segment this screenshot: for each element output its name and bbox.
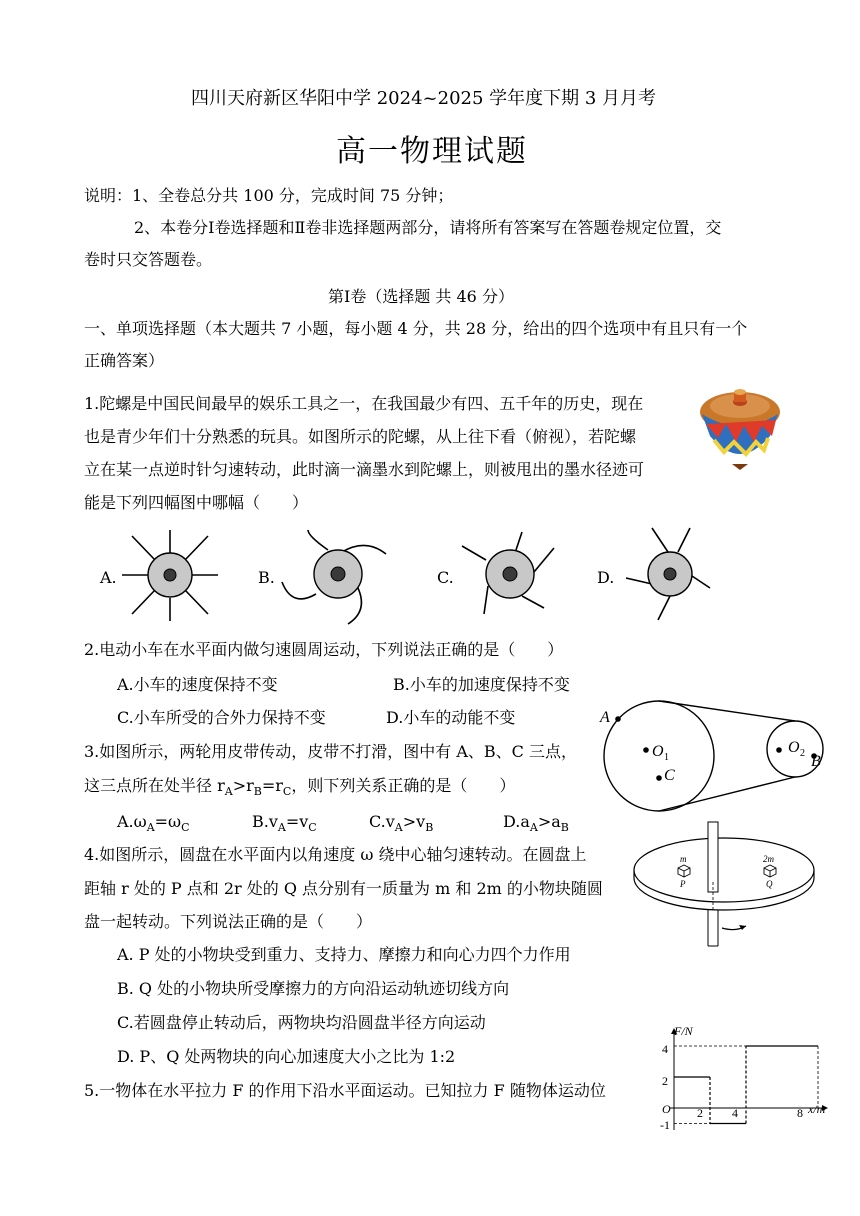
point-b-label: B xyxy=(811,753,821,770)
x-tick-8: 8 xyxy=(797,1106,803,1120)
q1-line-2: 也是青少年们十分熟悉的玩具。如图所示的陀螺，从上往下看（俯视），若陀螺 xyxy=(84,427,637,446)
q1-option-b-label: B. xyxy=(258,568,275,587)
o2-subscript: 2 xyxy=(800,748,805,759)
q2-option-b: B.小车的加速度保持不变 xyxy=(393,675,570,694)
point-c-label: C xyxy=(664,767,675,784)
q3-line-2: 这三点所在处半径 $r_A>r_B=r_C$，则下列关系正确的是（ ） xyxy=(84,776,516,799)
belt-drive-figure xyxy=(596,700,832,820)
spinning-top-image xyxy=(696,380,786,472)
graph-axes xyxy=(670,1028,828,1130)
q4-option-c: C.若圆盘停止转动后，两物块均沿圆盘半径方向运动 xyxy=(117,1013,486,1032)
q1-option-d-label: D. xyxy=(597,568,615,587)
q3-line-2-text: 这三点所在处半径 r xyxy=(84,776,225,795)
point-p-label: P xyxy=(680,879,686,889)
q1-option-a-figure xyxy=(120,528,220,623)
mass-m-label: m xyxy=(680,854,687,864)
note-1: 说明：1、全卷总分共 100 分，完成时间 75 分钟； xyxy=(84,186,454,205)
y-tick-2: 2 xyxy=(662,1074,668,1088)
q3-option-d: $D.a_A>a_B$ xyxy=(503,812,569,835)
rotating-disk-figure xyxy=(630,818,818,954)
q3-option-a: $A.\omega_A=\omega_C$ xyxy=(117,812,190,835)
q1-option-a-label: A. xyxy=(100,568,117,587)
q1-option-c-figure xyxy=(456,530,560,618)
school-header: 四川天府新区华阳中学 2024~2025 学年度下期 3 月月考 xyxy=(191,88,657,109)
y-tick-neg1: -1 xyxy=(660,1118,670,1132)
note-2: 2、本卷分Ⅰ卷选择题和Ⅱ卷非选择题两部分，请将所有答案写在答题卷规定位置，交 xyxy=(134,218,722,237)
q2-stem: 2.电动小车在水平面内做匀速圆周运动，下列说法正确的是（ ） xyxy=(84,640,564,659)
q4-line-1: 4.如图所示，圆盘在水平面内以角速度 ω 绕中心轴匀速转动。在圆盘上 xyxy=(84,845,587,864)
q1-line-1: 1.陀螺是中国民间最早的娱乐工具之一，在我国最少有四、五千年的历史，现在 xyxy=(84,394,644,413)
q2-option-c: C.小车所受的合外力保持不变 xyxy=(117,708,326,727)
o1-subscript: 1 xyxy=(664,752,669,763)
q4-line-3: 盘一起转动。下列说法正确的是（ ） xyxy=(84,912,373,931)
q2-option-a: A.小车的速度保持不变 xyxy=(117,675,278,694)
point-q-label: Q xyxy=(766,879,773,889)
origin-label: O xyxy=(662,1102,671,1116)
q1-option-b-figure xyxy=(278,528,390,626)
point-a-label: A xyxy=(600,709,610,726)
o1-label: O xyxy=(652,743,664,760)
page-title: 高一物理试题 xyxy=(336,134,528,169)
q3-option-b: $B.v_A=v_C$ xyxy=(252,812,317,835)
q4-line-2: 距轴 r 处的 P 点和 2r 处的 Q 点分别有一质量为 m 和 2m 的小物块随圆 xyxy=(84,879,603,898)
q4-option-d: D. P、Q 处两物块的向心加速度大小之比为 1:2 xyxy=(117,1047,456,1066)
q3-line-2-tail: ，则下列关系正确的是（ ） xyxy=(291,776,516,795)
y-axis-label: F/N xyxy=(674,1024,693,1038)
q1-option-d-figure xyxy=(618,526,718,622)
q3-line-1: 3.如图所示，两轮用皮带传动，皮带不打滑，图中有 A、B、C 三点， xyxy=(84,742,577,761)
x-axis-label: x/m xyxy=(808,1102,826,1116)
section-heading: 一、单项选择题（本大题共 7 小题，每小题 4 分，共 28 分，给出的四个选项中有且只有一个 xyxy=(84,319,748,338)
q4-option-b: B. Q 处的小物块所受摩擦力的方向沿运动轨迹切线方向 xyxy=(117,979,510,998)
q4-option-a: A. P 处的小物块受到重力、支持力、摩擦力和向心力四个力作用 xyxy=(117,945,571,964)
q1-line-3: 立在某一点逆时针匀速转动，此时滴一滴墨水到陀螺上，则被甩出的墨水径迹可 xyxy=(84,460,645,479)
q2-option-d: D.小车的动能不变 xyxy=(386,708,516,727)
force-position-graph xyxy=(654,1024,834,1136)
q3-option-c: $C.v_A>v_B$ xyxy=(369,812,434,835)
y-tick-4: 4 xyxy=(662,1042,668,1056)
q5-line-1: 5.一物体在水平拉力 F 的作用下沿水平面运动。已知拉力 F 随物体运动位 xyxy=(84,1081,606,1100)
x-tick-2: 2 xyxy=(697,1106,703,1120)
q1-line-4: 能是下列四幅图中哪幅（ ） xyxy=(84,493,309,512)
part-heading: 第Ⅰ卷（选择题 共 46 分） xyxy=(328,287,514,306)
section-heading-cont: 正确答案） xyxy=(84,351,165,370)
q1-option-c-label: C. xyxy=(437,568,454,587)
x-tick-4: 4 xyxy=(732,1106,738,1120)
mass-2m-label: 2m xyxy=(763,854,774,864)
note-2-cont: 卷时只交答题卷。 xyxy=(84,250,213,269)
o2-label: O xyxy=(788,739,800,756)
